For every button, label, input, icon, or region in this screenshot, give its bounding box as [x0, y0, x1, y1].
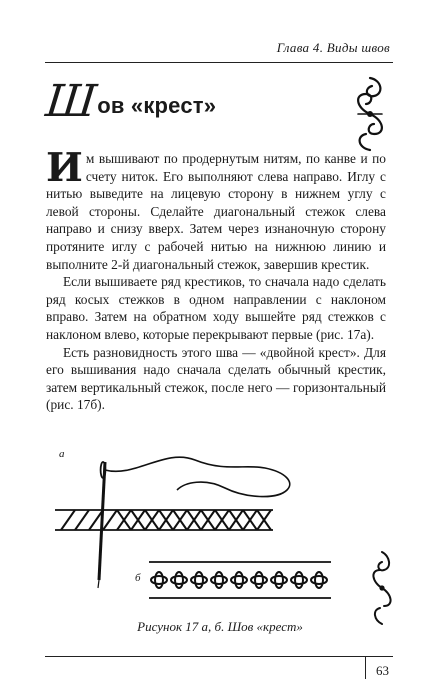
header-rule — [45, 62, 393, 63]
body-text — [46, 145, 386, 414]
paragraph-3: Есть разновидность этого шва — «двойной крест». Для его вышивания надо сначала сделать обычный крестик, затем вертикальный стежок, после него — горизонтальный (рис. 17б). — [46, 344, 386, 413]
section-title — [43, 76, 217, 127]
page-number: 63 — [376, 663, 389, 678]
figure-caption: Рисунок 17 а, б. Шов «крест» — [137, 619, 303, 634]
figure-label-b: б — [135, 572, 141, 584]
drop-cap: И — [46, 145, 83, 191]
paragraph-1-text: м вышивают по продернутым нитям, по канве и по счету ниток. Его выполняют слева направо. Иглу с нитью выведите на лицевую сторону в нижнем углу с левой стороны. Сделайте диагональный стежок слева направо и снизу вверх. Затем через изнаночную сторону протяните иглу с рабочей нитью на нижнюю линию и выполните 2-й диагональный стежок, завершив крестик. — [46, 151, 386, 272]
cross-stitch-illustration — [55, 438, 345, 618]
title-initial: Ш — [43, 76, 99, 127]
paragraph-2: Если вышиваете ряд крестиков, то сначала надо сделать ряд косых стежков в одном направлении с наклоном вправо. Затем на обратном ходу вышейте ряд стежков с наклоном влево, которые перекрывают первые (рис. 17а). — [46, 274, 386, 342]
ornament-top — [348, 74, 392, 159]
figure — [55, 438, 345, 623]
paragraph-1 — [46, 145, 386, 273]
footer-rule — [45, 656, 393, 657]
figure-label-a: а — [59, 448, 65, 460]
ornament-bottom — [368, 548, 396, 633]
running-header: Глава 4. Виды швов — [276, 40, 390, 55]
title-rest: ов «крест» — [97, 93, 217, 118]
